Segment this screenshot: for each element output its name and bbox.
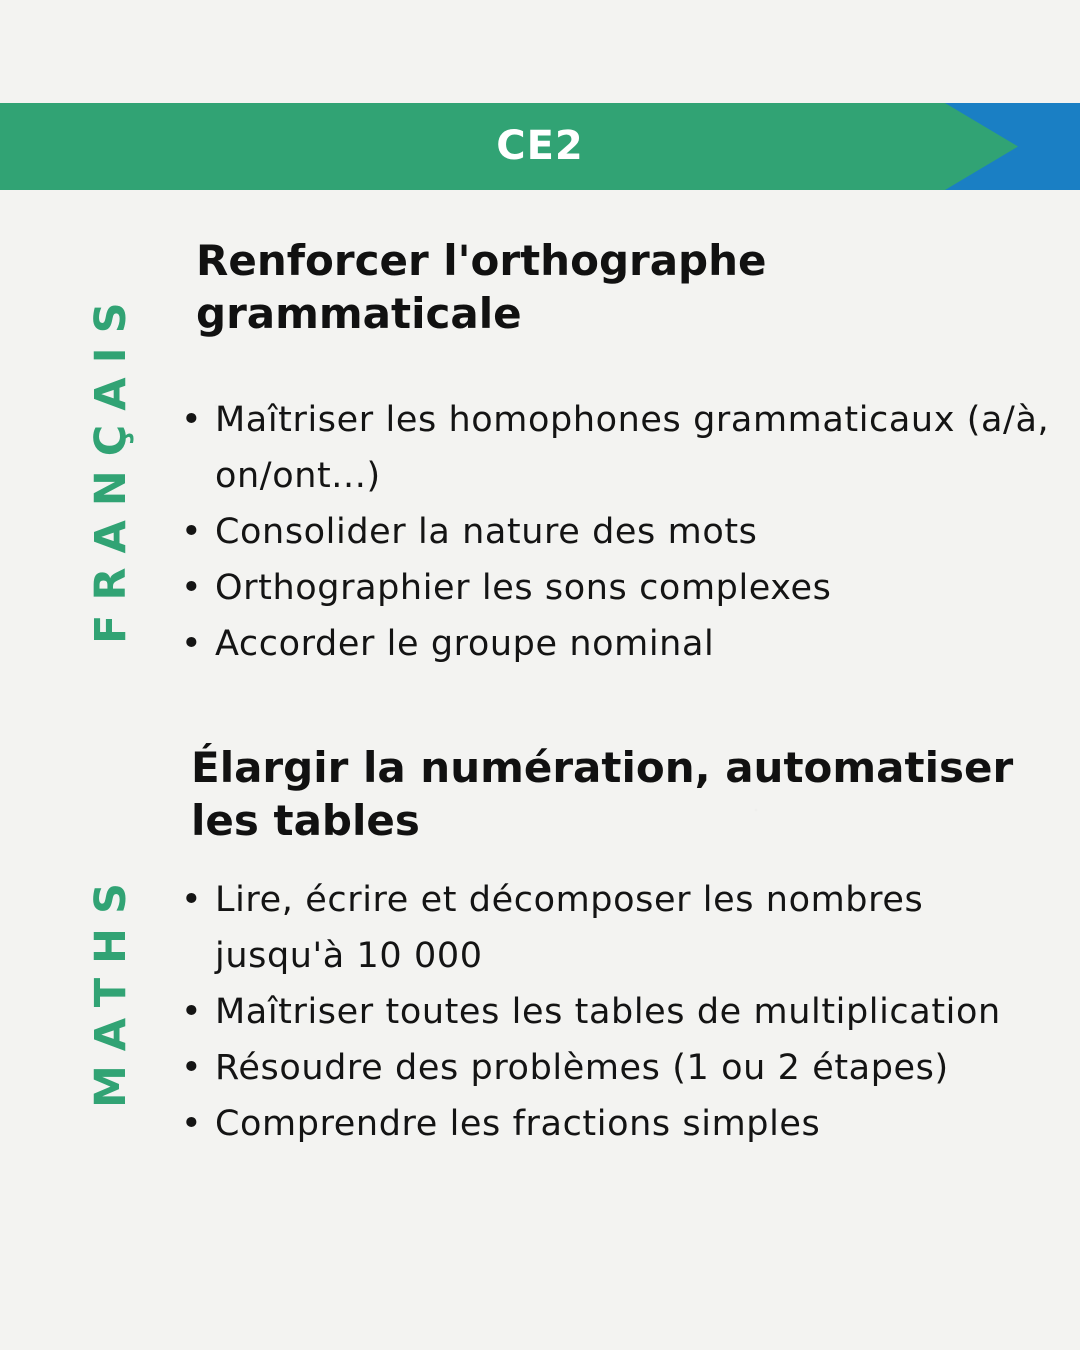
maths-objectives-list <box>180 872 1060 1152</box>
francais-heading: Renforcer l'orthographe grammaticale <box>196 236 767 338</box>
list-item <box>180 560 1050 616</box>
list-item <box>180 504 1050 560</box>
list-item <box>180 1040 1060 1096</box>
bullet-icon: • <box>181 568 203 608</box>
list-item-text: Accorder le groupe nominal <box>215 624 715 664</box>
list-item <box>180 616 1050 672</box>
list-item <box>180 984 1060 1040</box>
maths-heading: Élargir la numération, automatiser les tables <box>191 743 1014 845</box>
subject-label-maths: MATHS <box>86 868 136 1108</box>
bullet-icon: • <box>181 400 203 440</box>
list-item-text: Consolider la nature des mots <box>215 512 758 552</box>
bullet-icon: • <box>181 1104 203 1144</box>
bullet-icon: • <box>181 512 203 552</box>
list-item <box>180 872 1060 984</box>
grade-title: CE2 <box>496 123 584 169</box>
list-item-text: Maîtriser toutes les tables de multiplication <box>215 992 1001 1032</box>
bullet-icon: • <box>181 1048 203 1088</box>
francais-objectives-list <box>180 392 1050 672</box>
list-item-text: Lire, écrire et décomposer les nombres jusqu'à 10 000 <box>215 880 924 976</box>
list-item-text: Orthographier les sons complexes <box>215 568 832 608</box>
bullet-icon: • <box>181 992 203 1032</box>
list-item-text: Maîtriser les homophones grammaticaux (a/à, on/ont...) <box>215 400 1050 496</box>
list-item-text: Résoudre des problèmes (1 ou 2 étapes) <box>215 1048 949 1088</box>
list-item <box>180 1096 1060 1152</box>
list-item-text: Comprendre les fractions simples <box>215 1104 821 1144</box>
subject-label-francais: FRANÇAIS <box>86 288 136 644</box>
grade-banner <box>0 103 1080 190</box>
list-item <box>180 392 1050 504</box>
bullet-icon: • <box>181 624 203 664</box>
bullet-icon: • <box>181 880 203 920</box>
